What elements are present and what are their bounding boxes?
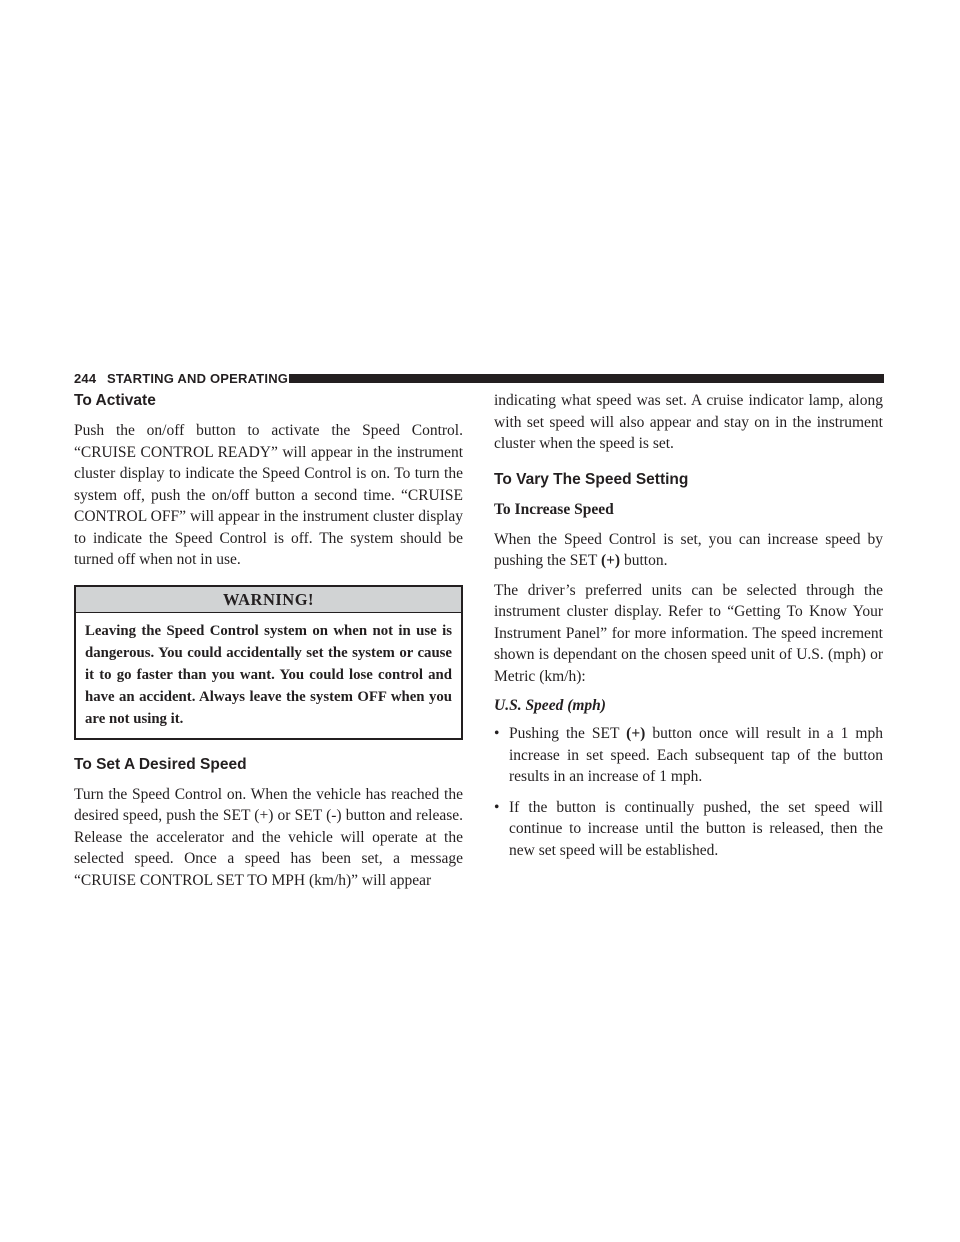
us-speed-list: [494, 723, 883, 861]
activate-paragraph: Push the on/off button to activate the Speed Control. “CRUISE CONTROL READY” will appear in the instrument cluster display to indicate the Speed Control is on. To turn the system off, push the on/off button a second time. “CRUISE CONTROL OFF” will appear in the instrument cluster display to indicate the Speed Control is off. The system should be turned off when not in use.: [74, 422, 463, 568]
left-column: [74, 390, 463, 891]
bullet2-text: If the button is continually pushed, the set speed will continue to increase until the button is released, then the new set speed will be established.: [509, 798, 883, 859]
heading-vary-speed: To Vary The Speed Setting: [494, 470, 689, 488]
bullet-icon: •: [494, 798, 500, 816]
heading-set-speed: To Set A Desired Speed: [74, 755, 247, 773]
units-paragraph: The driver’s preferred units can be selected through the instrument cluster display. Refer to “Getting To Know Your Instrument Panel” for more information. The speed increment shown is dependant on the chosen speed unit of U.S. (mph) or Metric (km/h):: [494, 581, 883, 685]
list-item: [494, 797, 883, 862]
set-plus-label: (+): [600, 552, 621, 569]
right-column: [494, 390, 883, 870]
warning-text: Leaving the Speed Control system on when not in use is dangerous. You could accidentally set the system or cause it to go faster than you want. You could lose control and have an accident. Always leave the system OFF when you are not using it.: [85, 622, 452, 727]
heading-to-activate: To Activate: [74, 392, 156, 409]
list-item: [494, 723, 883, 788]
warning-box: [74, 585, 463, 740]
warning-title: WARNING!: [76, 587, 461, 613]
page-header: [74, 370, 884, 388]
bullet1-pre: Pushing the SET: [509, 725, 627, 742]
section-title: STARTING AND OPERATING: [107, 371, 289, 386]
increase-text-post: button.: [620, 552, 668, 569]
set-speed-paragraph: Turn the Speed Control on. When the vehicle has reached the desired speed, push the SET (+) or SET (-) button and release. Release the accelerator and the vehicle will operate at the selected speed. Once a speed has been set, a message “CRUISE CONTROL SET TO MPH (km/h)” will appear: [74, 785, 463, 889]
bullet1-post: button once will result in a 1 mph increase in set speed. Each subsequent tap of the button results in an increase of 1 mph.: [509, 725, 883, 785]
continued-paragraph: indicating what speed was set. A cruise indicator lamp, along with set speed will also appear and stay on in the instrument cluster when the speed is set.: [494, 392, 883, 452]
us-speed-heading: U.S. Speed (mph): [494, 697, 606, 714]
increase-paragraph: [494, 529, 883, 572]
header-rule: [289, 374, 884, 383]
increase-text-pre: When the Speed Control is set, you can increase speed by pushing the SET: [494, 530, 883, 569]
page-number: 244: [74, 371, 97, 386]
subheading-increase-speed: To Increase Speed: [494, 500, 614, 518]
bullet-icon: •: [494, 725, 500, 742]
bullet1-set-plus-label: (+): [626, 725, 646, 742]
